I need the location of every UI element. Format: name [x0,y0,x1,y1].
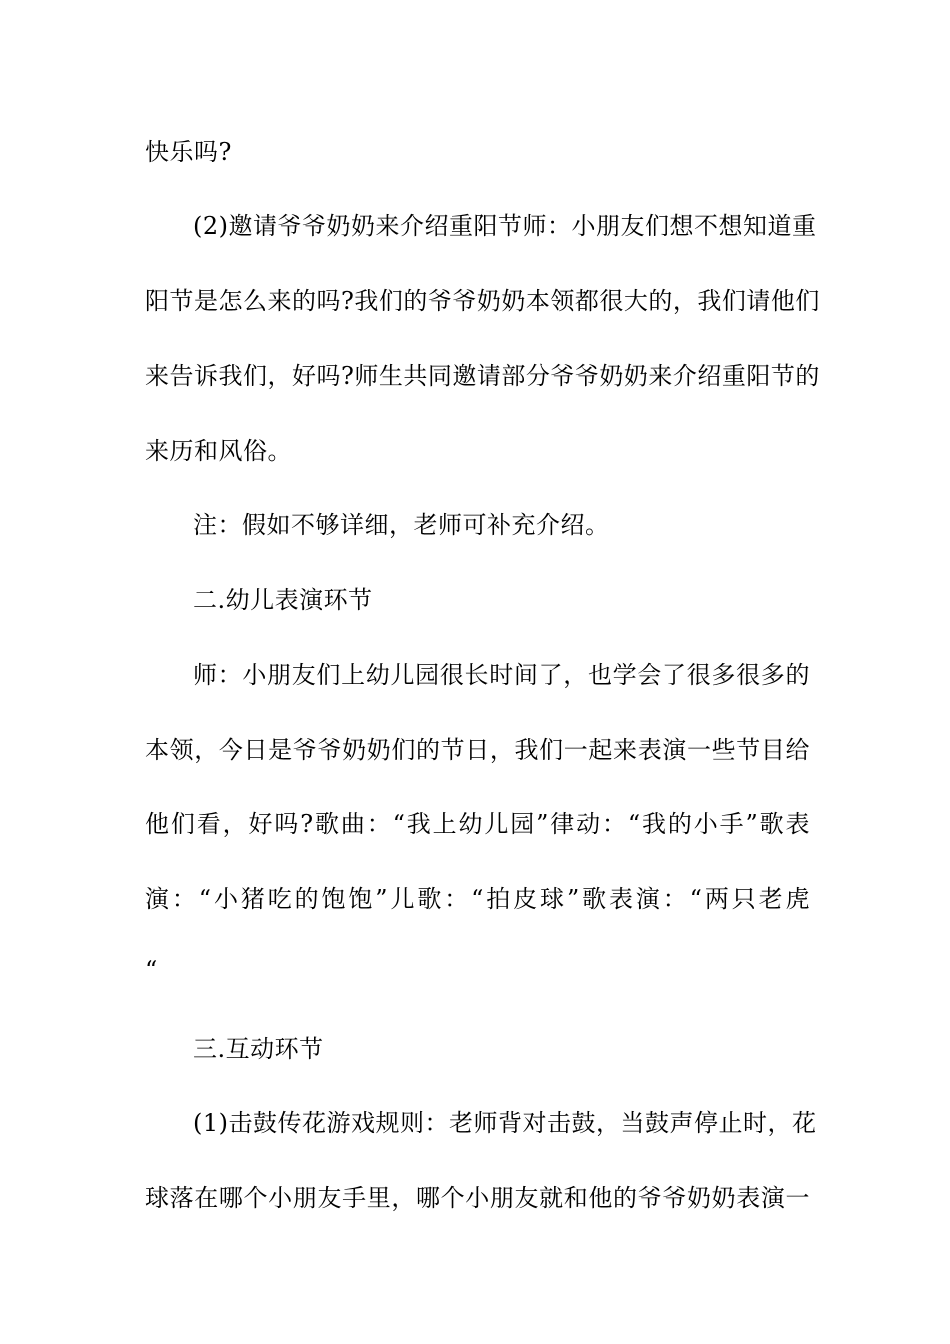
text-line: 他们看，好吗?歌曲：“我上幼儿园”律动：“我的小手”歌表 [145,810,810,838]
text-line: 来告诉我们，好吗?师生共同邀请部分爷爷奶奶来介绍重阳节的 [145,362,820,390]
text-line: 本领，今日是爷爷奶奶们的节日，我们一起来表演一些节目给 [145,736,810,764]
text-line: 球落在哪个小朋友手里，哪个小朋友就和他的爷爷奶奶表演一 [145,1184,810,1212]
text-line: 阳节是怎么来的吗?我们的爷爷奶奶本领都很大的，我们请他们 [145,287,820,315]
text-line: 快乐吗? [145,138,232,166]
text-line: (2)邀请爷爷奶奶来介绍重阳节师：小朋友们想不想知道重 [193,212,817,240]
text-line: (1)击鼓传花游戏规则：老师背对击鼓，当鼓声停止时，花 [193,1109,817,1137]
text-line: 注：假如不够详细，老师可补充介绍。 [193,511,610,539]
text-line: 师：小朋友们上幼儿园很长时间了，也学会了很多很多的 [193,661,810,689]
text-line: 演：“小猪吃的饱饱”儿歌：“拍皮球”歌表演：“两只老虎 [145,885,810,913]
text-line: “ [145,956,158,984]
section-heading: 三.互动环节 [193,1035,324,1063]
section-heading: 二.幼儿表演环节 [193,586,373,614]
text-line: 来历和风俗。 [145,437,292,465]
